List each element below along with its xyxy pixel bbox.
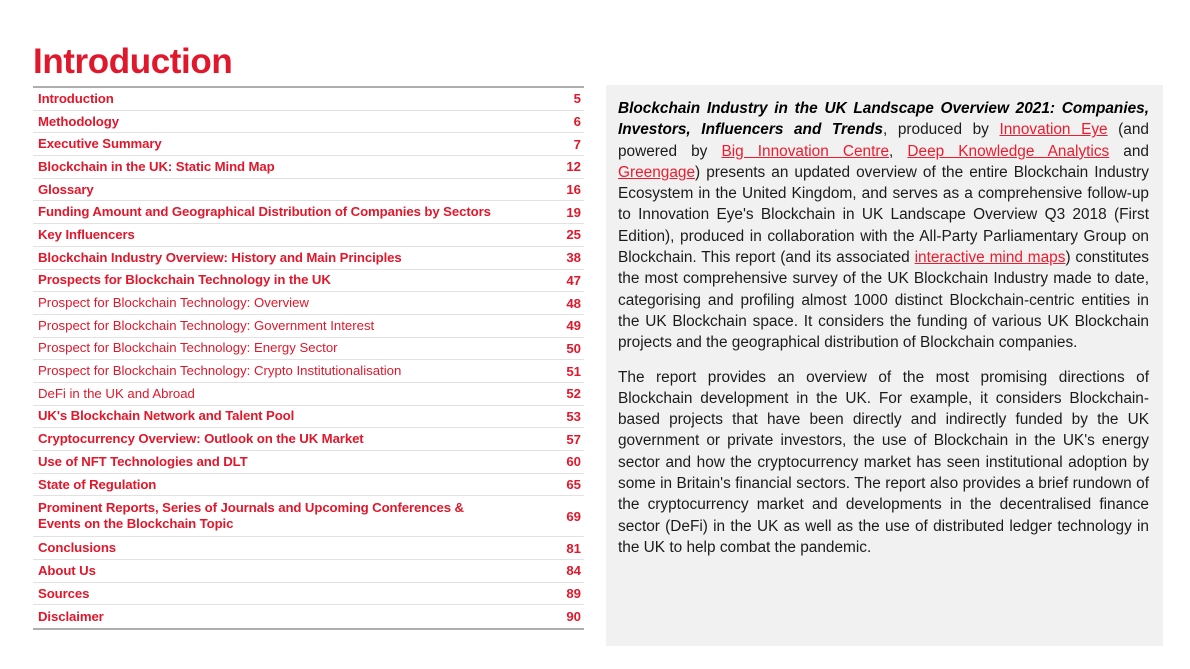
toc-entry-label: Conclusions <box>38 540 117 556</box>
toc-row[interactable] <box>33 247 584 270</box>
toc-row[interactable] <box>33 270 584 293</box>
toc-entry-page-number: 65 <box>566 477 581 493</box>
toc-row[interactable] <box>33 560 584 583</box>
toc-entry-page-number: 6 <box>573 114 581 130</box>
toc-entry-label: Cryptocurrency Overview: Outlook on the UK Market <box>38 431 364 447</box>
page-title: Introduction <box>33 42 233 82</box>
toc-entry-label: UK's Blockchain Network and Talent Pool <box>38 408 295 424</box>
toc-entry-page-number: 52 <box>566 386 581 402</box>
toc-entry-label: DeFi in the UK and Abroad <box>38 385 195 401</box>
toc-entry-label: Prospect for Blockchain Technology: Overview <box>38 295 309 311</box>
toc-row[interactable] <box>33 156 584 179</box>
toc-row[interactable] <box>33 451 584 474</box>
intro-text-mid-3: and <box>1109 142 1149 160</box>
toc-row[interactable] <box>33 360 584 383</box>
toc-entry-page-number: 50 <box>566 340 581 356</box>
toc-entry-page-number: 16 <box>566 182 581 198</box>
toc-entry-page-number: 84 <box>566 563 581 579</box>
toc-entry-label: Disclaimer <box>38 608 104 624</box>
toc-entry-page-number: 69 <box>566 508 581 524</box>
toc-entry-page-number: 48 <box>566 295 581 311</box>
toc-row[interactable] <box>33 406 584 429</box>
toc-entry-label: Methodology <box>38 113 119 129</box>
toc-entry-label: Prospect for Blockchain Technology: Government Interest <box>38 317 375 333</box>
toc-entry-label: Prospect for Blockchain Technology: Crypto Institutionalisation <box>38 363 402 379</box>
toc-entry-label: Introduction <box>38 90 114 106</box>
toc-row[interactable] <box>33 474 584 497</box>
toc-row[interactable] <box>33 201 584 224</box>
link-big-innovation-centre[interactable]: Big Innovation Centre <box>721 142 890 160</box>
intro-text-mid-4: ) presents an updated overview of the entire Blockchain Industry Ecosystem in the United Kingdom, and serves as a comprehensive follow-up to Innovation Eye's Blockchain in UK Landscape Overview Q3 2018 (First Edition), produced in collaboration with the All-Party Parliamentary Group on Blockchain. This report (and its associated <box>618 163 1149 267</box>
link-deep-knowledge-analytics[interactable]: Deep Knowledge Analytics <box>907 142 1110 160</box>
toc-entry-page-number: 5 <box>573 91 581 107</box>
toc-row[interactable] <box>33 179 584 202</box>
toc-row[interactable] <box>33 383 584 406</box>
intro-text-after-title: , produced by <box>882 121 1000 139</box>
link-interactive-mind-maps[interactable]: interactive mind maps <box>914 249 1066 267</box>
toc-row[interactable] <box>33 583 584 606</box>
toc-entry-page-number: 60 <box>566 454 581 470</box>
link-innovation-eye[interactable]: Innovation Eye <box>999 121 1108 139</box>
intro-text-tail: ) constitutes the most comprehensive survey of the UK Blockchain Industry made to date, categorising and profiling almost 1000 distinct Blockchain-centric entities in the UK Blockchain space. It considers the funding of various UK Blockchain projects and the geographical distribution of Blockchain companies. <box>618 249 1149 352</box>
intro-paragraph-2: The report provides an overview of the most promising directions of Blockchain development in the UK. For example, it considers Blockchain-based projects that have been directly and indirectly funded by the UK government or private investors, the use of Blockchain in the UK's energy sector and how the cryptocurrency market has seen institutional adoption by some in Britain's financial sectors. The report also provides a brief rundown of the cryptocurrency market and developments in the decentralised finance sector (DeFi) in the UK as well as the use of distributed ledger technology in the UK to help combat the pandemic. <box>618 368 1149 556</box>
toc-row[interactable] <box>33 88 584 111</box>
toc-entry-label: Sources <box>38 585 90 601</box>
intro-text-mid-2: , <box>889 142 908 160</box>
toc-entry-page-number: 81 <box>566 540 581 556</box>
toc-row[interactable] <box>33 133 584 156</box>
table-of-contents <box>33 86 584 630</box>
toc-entry-page-number: 47 <box>566 272 581 288</box>
introduction-panel <box>606 85 1163 646</box>
toc-row[interactable] <box>33 315 584 338</box>
toc-entry-page-number: 49 <box>566 318 581 334</box>
toc-entry-page-number: 19 <box>566 204 581 220</box>
intro-text-mid-1: (and powered by <box>618 121 1149 160</box>
toc-row[interactable] <box>33 537 584 560</box>
toc-row[interactable] <box>33 605 584 628</box>
toc-entry-page-number: 38 <box>566 250 581 266</box>
toc-row[interactable] <box>33 111 584 134</box>
toc-entry-page-number: 25 <box>566 227 581 243</box>
toc-entry-label: Prospect for Blockchain Technology: Energy Sector <box>38 340 338 356</box>
toc-entry-page-number: 90 <box>566 609 581 625</box>
toc-entry-label: Prospects for Blockchain Technology in the UK <box>38 272 331 288</box>
toc-entry-label: State of Regulation <box>38 476 157 492</box>
toc-entry-page-number: 7 <box>573 136 581 152</box>
toc-row[interactable] <box>33 338 584 361</box>
toc-entry-page-number: 57 <box>566 431 581 447</box>
toc-entry-label: Prominent Reports, Series of Journals and Upcoming Conferences & Events on the Blockchain Topic <box>38 500 464 532</box>
toc-entry-label: Blockchain in the UK: Static Mind Map <box>38 158 275 174</box>
toc-row[interactable] <box>33 292 584 315</box>
toc-entry-page-number: 89 <box>566 586 581 602</box>
toc-entry-page-number: 53 <box>566 408 581 424</box>
toc-entry-label: Funding Amount and Geographical Distribution of Companies by Sectors <box>38 204 491 220</box>
toc-entry-label: Use of NFT Technologies and DLT <box>38 453 248 469</box>
toc-row[interactable] <box>33 224 584 247</box>
report-title: Blockchain Industry in the UK Landscape Overview 2021: Companies, Investors, Influencers and Trends <box>618 100 1149 139</box>
toc-entry-page-number: 51 <box>566 363 581 379</box>
toc-entry-label: About Us <box>38 562 96 578</box>
toc-entry-label: Executive Summary <box>38 136 162 152</box>
toc-entry-page-number: 12 <box>566 159 581 175</box>
toc-entry-label: Glossary <box>38 181 94 197</box>
toc-row[interactable] <box>33 428 584 451</box>
toc-entry-label: Blockchain Industry Overview: History and Main Principles <box>38 249 402 265</box>
link-greengage[interactable]: Greengage <box>618 163 696 181</box>
toc-row[interactable] <box>33 496 584 537</box>
toc-entry-label: Key Influencers <box>38 226 135 242</box>
intro-paragraph-1 <box>618 98 1149 354</box>
